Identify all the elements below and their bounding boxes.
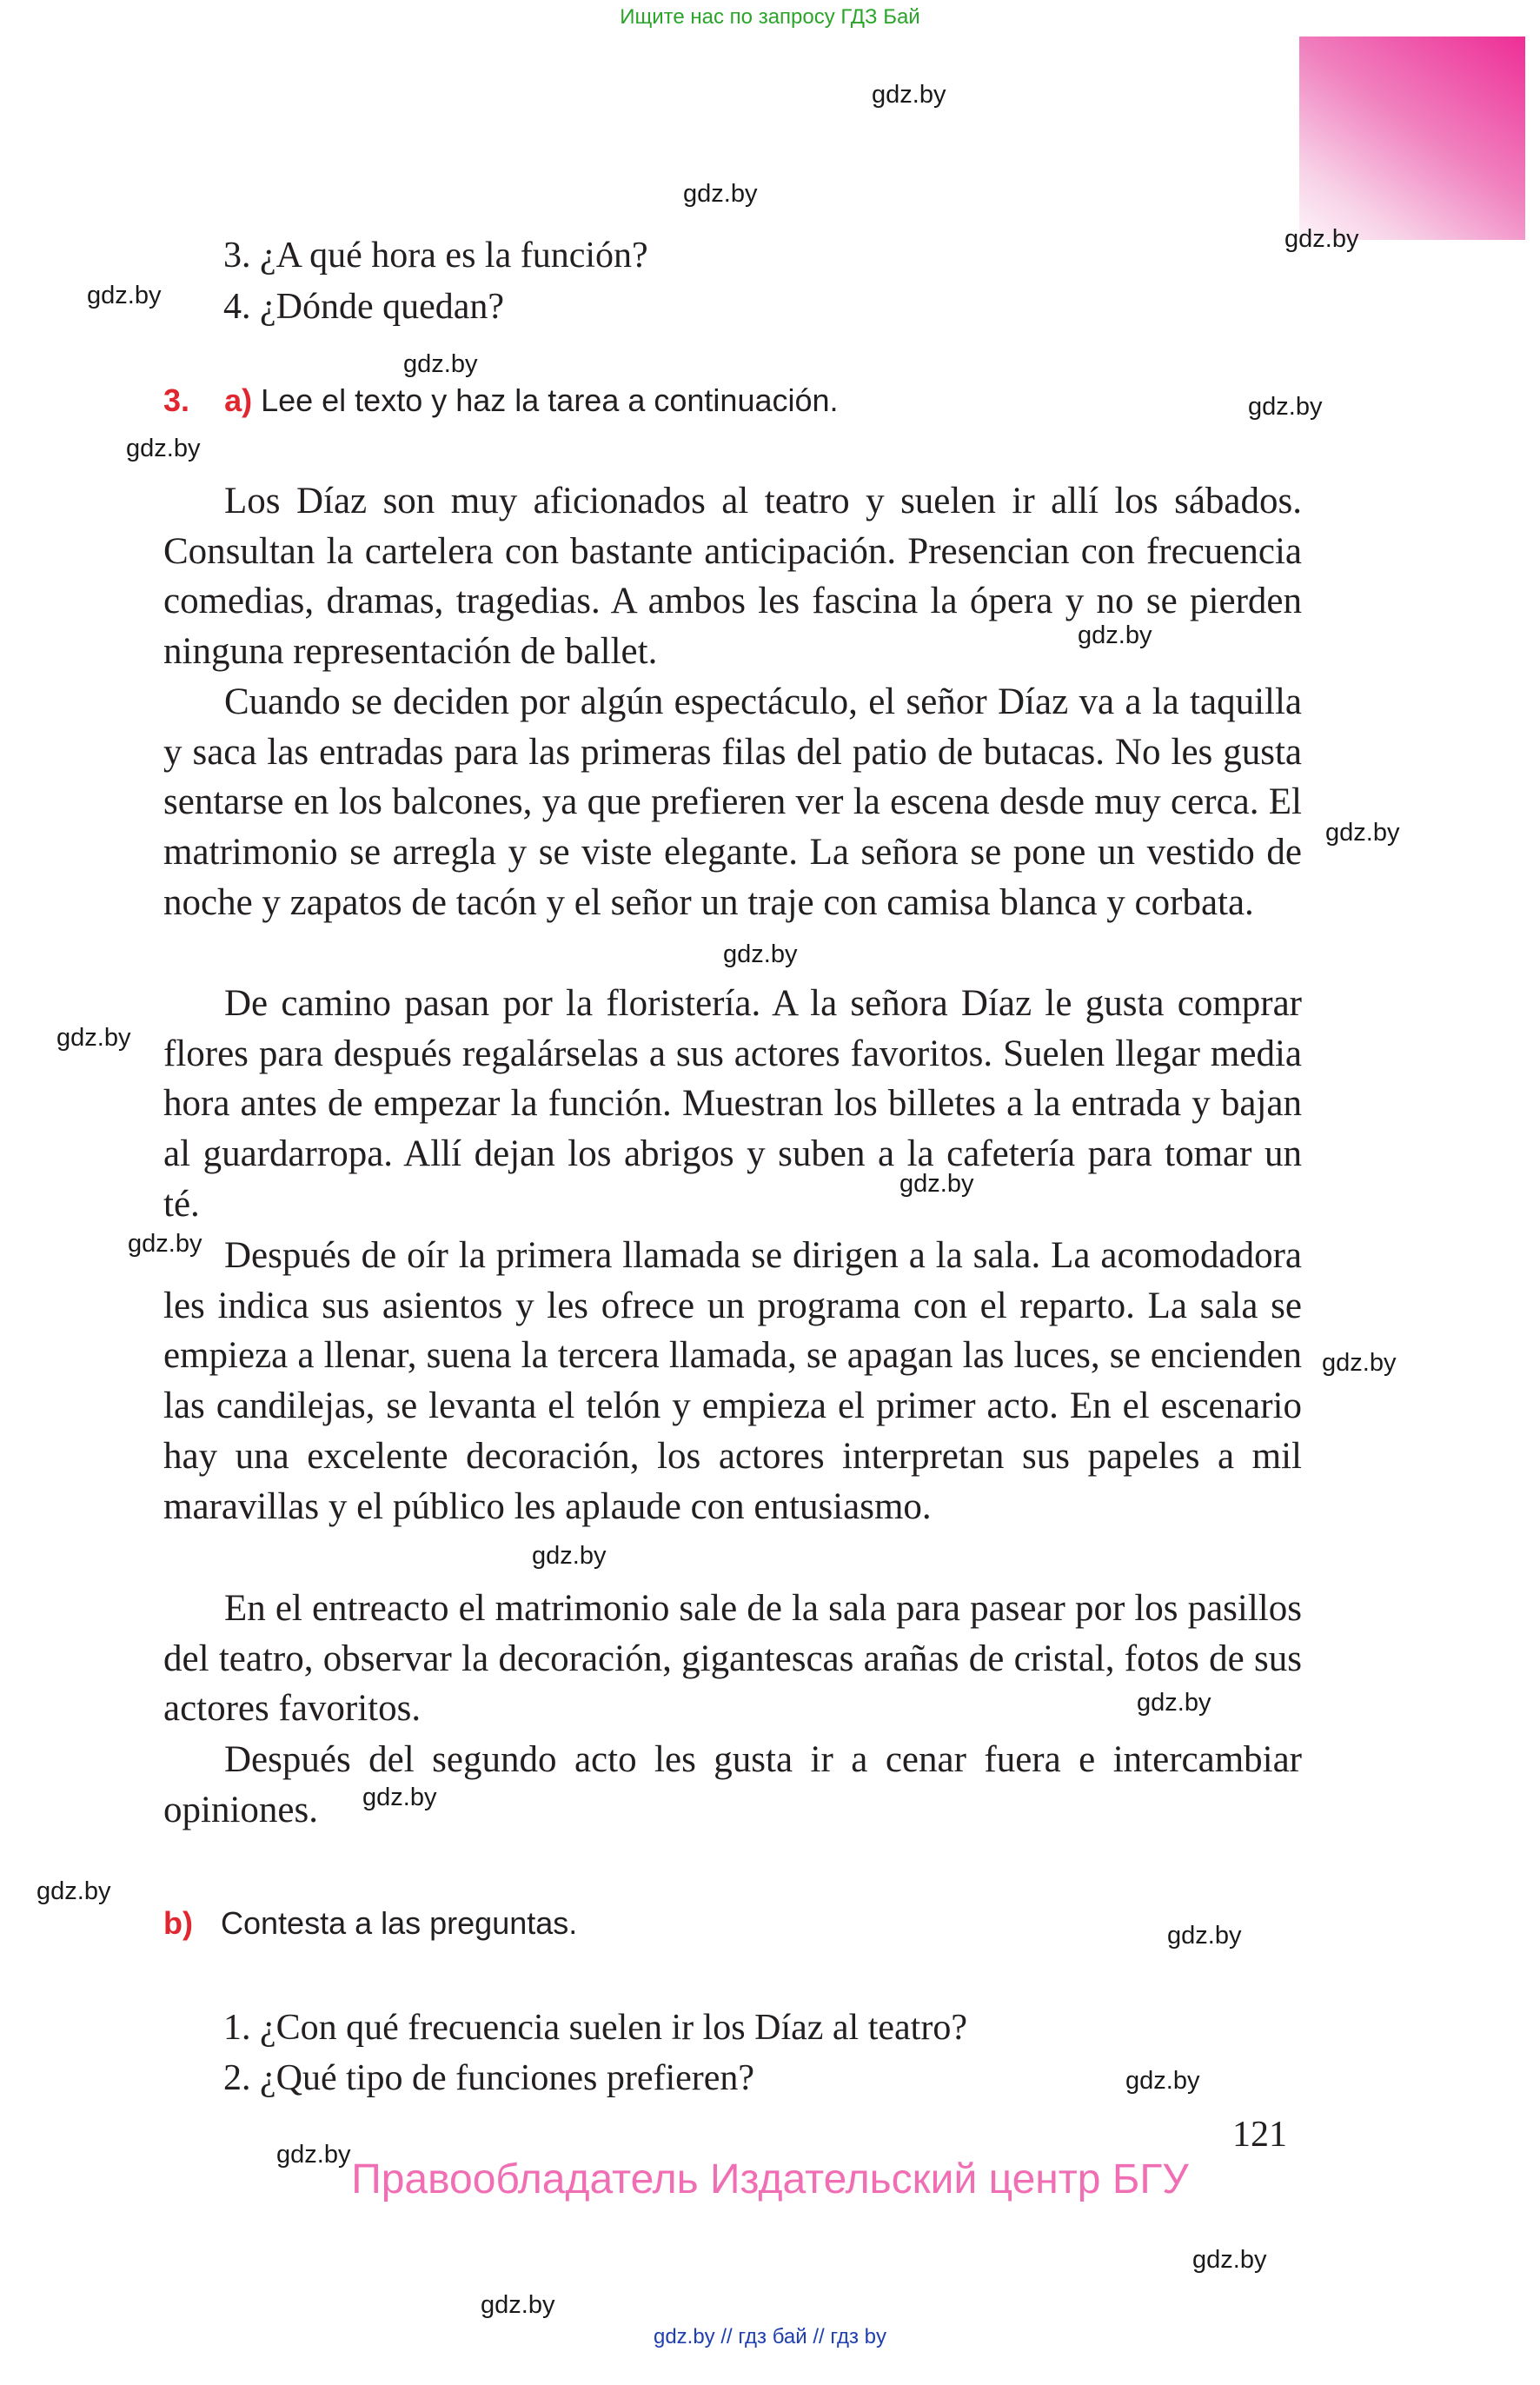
paragraph-4: Después de oír la primera llamada se dirigen a la sala. La acomodadora les indica sus asientos y les ofrece un programa con el reparto. La sala se empieza a llenar, suena la tercera llamada, se apagan las luces, se encienden las candilejas, se levanta el telón y empieza el primer acto. En el escenario hay una excelente decoración, los actores interpretan sus papeles a mil maravillas y el público les aplaude con entusiasmo. [163, 1235, 1302, 1527]
page-number: 121 [1232, 2115, 1287, 2155]
watermark: gdz.by [1322, 1349, 1397, 1377]
watermark: gdz.by [723, 940, 798, 968]
watermark: gdz.by [276, 2141, 351, 2169]
task-number: 3. [163, 382, 190, 418]
search-note: Ищите нас по запросу ГДЗ Бай [620, 5, 920, 29]
paragraph-6: Después del segundo acto les gusta ir a cenar fuera e intercambiar opiniones. [163, 1739, 1302, 1830]
footer-links: gdz.by // гдз бай // гдз by [653, 2325, 887, 2348]
watermark: gdz.by [128, 1230, 202, 1258]
watermark: gdz.by [532, 1542, 607, 1570]
question-1: 1. ¿Con qué frecuencia suelen ir los Díaz al teatro? [223, 2008, 967, 2048]
corner-decoration [1299, 37, 1525, 240]
watermark: gdz.by [1325, 819, 1400, 847]
watermark: gdz.by [1078, 621, 1152, 649]
watermark: gdz.by [126, 435, 201, 462]
watermark: gdz.by [37, 1877, 111, 1905]
watermark: gdz.by [872, 81, 946, 109]
copyright-notice: Правообладатель Издательский центр БГУ [351, 2156, 1189, 2202]
watermark: gdz.by [1137, 1689, 1211, 1717]
watermark: gdz.by [403, 350, 478, 378]
part-b-label: b) [163, 1905, 193, 1941]
watermark: gdz.by [56, 1024, 131, 1052]
part-b-heading [163, 1905, 577, 1942]
watermark: gdz.by [899, 1170, 974, 1198]
part-a-instruction: Lee el texto y haz la tarea a continuación. [261, 382, 839, 418]
paragraph-3: De camino pasan por la floristería. A la señora Díaz le gusta comprar flores para después regalárselas a sus actores favoritos. Suelen llegar media hora antes de empezar la función. Muestran los billetes a la entrada y bajan al guardarropa. Allí dejan los abrigos y suben a la cafetería para tomar un té. [163, 983, 1302, 1225]
task3-heading [163, 382, 839, 419]
watermark: gdz.by [1125, 2067, 1200, 2095]
watermark: gdz.by [1248, 393, 1323, 421]
watermark: gdz.by [683, 180, 758, 208]
paragraph-1: Los Díaz son muy aficionados al teatro y suelen ir allí los sábados. Consultan la cartelera con bastante anticipación. Presencian con frecuencia comedias, dramas, tragedias. A ambos les fascina la ópera y no se pierden ninguna representación de ballet. [163, 481, 1302, 673]
part-a-label: a) [224, 382, 253, 418]
watermark: gdz.by [1192, 2246, 1267, 2274]
watermark: gdz.by [87, 282, 162, 309]
question-2: 2. ¿Qué tipo de funciones prefieren? [223, 2058, 755, 2098]
watermark: gdz.by [1167, 1922, 1242, 1950]
watermark: gdz.by [362, 1784, 437, 1811]
part-b-instruction: Contesta a las preguntas. [221, 1905, 578, 1941]
paragraph-2: Cuando se deciden por algún espectáculo, el señor Díaz va a la taquilla y saca las entradas para las primeras filas del patio de butacas. No les gusta sentarse en los balcones, ya que prefieren ver la escena desde muy cerca. El matrimonio se arregla y se viste elegante. La señora se pone un vestido de noche y zapatos de tacón y el señor un traje con camisa blanca y corbata. [163, 681, 1302, 923]
prev-question-4: 4. ¿Dónde quedan? [223, 287, 505, 327]
prev-question-3: 3. ¿A qué hora es la función? [223, 236, 648, 276]
watermark: gdz.by [481, 2291, 555, 2319]
watermark: gdz.by [1284, 225, 1359, 253]
paragraph-5: En el entreacto el matrimonio sale de la sala para pasear por los pasillos del teatro, observar la decoración, gigantescas arañas de cristal, fotos de sus actores favoritos. [163, 1588, 1302, 1730]
